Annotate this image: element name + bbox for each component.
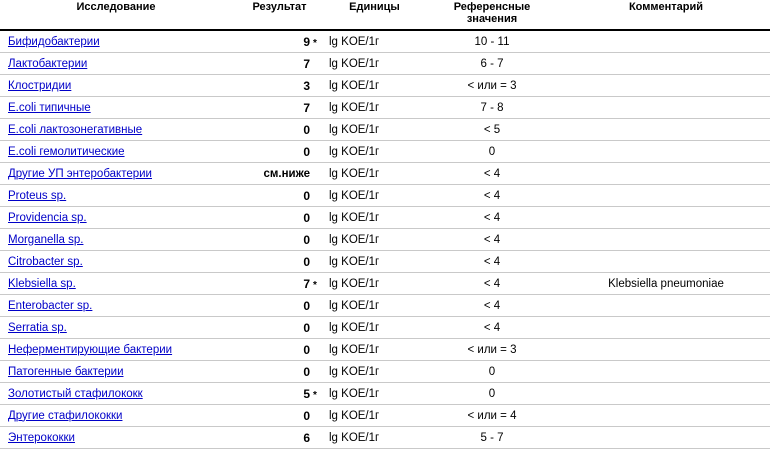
test-name-link[interactable]: Enterobacter sp.: [8, 299, 93, 312]
test-name-link[interactable]: Klebsiella sp.: [8, 277, 76, 290]
cell-result: [232, 141, 327, 163]
cell-test-name: [0, 185, 232, 207]
table-body: [0, 30, 770, 449]
cell-test-name: [0, 229, 232, 251]
cell-comment: Klebsiella pneumoniae: [562, 273, 770, 295]
cell-comment: [562, 163, 770, 185]
cell-reference: 7 - 8: [422, 97, 562, 119]
result-value: 0: [303, 144, 310, 159]
column-header-reference-line2: значения: [466, 13, 518, 25]
test-name-link[interactable]: Другие стафилококки: [8, 409, 123, 422]
cell-result: [232, 295, 327, 317]
result-value: 7: [303, 276, 310, 291]
cell-test-name: [0, 53, 232, 75]
test-name-link[interactable]: Лактобактерии: [8, 57, 88, 70]
test-name-link[interactable]: Неферментирующие бактерии: [8, 343, 173, 356]
cell-test-name: [0, 163, 232, 185]
result-value: 9: [303, 34, 310, 49]
cell-reference: 6 - 7: [422, 53, 562, 75]
cell-units: lg KOE/1г: [327, 97, 422, 119]
test-name-link[interactable]: E.coli типичные: [8, 101, 91, 114]
cell-units: lg KOE/1г: [327, 339, 422, 361]
result-value: 0: [303, 232, 310, 247]
cell-result: [232, 383, 327, 405]
cell-reference: 0: [422, 361, 562, 383]
cell-test-name: [0, 97, 232, 119]
result-value: 0: [303, 188, 310, 203]
table-row: [0, 141, 770, 163]
test-name-link[interactable]: Providencia sp.: [8, 211, 87, 224]
cell-result: [232, 405, 327, 427]
cell-units: lg KOE/1г: [327, 207, 422, 229]
result-value: 7: [303, 100, 310, 115]
table-row: [0, 317, 770, 339]
cell-comment: [562, 229, 770, 251]
column-header-reference: [422, 0, 562, 30]
cell-comment: [562, 75, 770, 97]
cell-result: [232, 30, 327, 53]
result-flag: *: [313, 389, 317, 401]
result-value: 0: [303, 408, 310, 423]
table-row: [0, 251, 770, 273]
cell-test-name: [0, 339, 232, 361]
cell-comment: [562, 339, 770, 361]
table-row: [0, 339, 770, 361]
cell-test-name: [0, 30, 232, 53]
result-value: 0: [303, 320, 310, 335]
result-value: 0: [303, 298, 310, 313]
test-name-link[interactable]: Citrobacter sp.: [8, 255, 83, 268]
cell-reference: < 5: [422, 119, 562, 141]
cell-units: lg KOE/1г: [327, 185, 422, 207]
cell-result: [232, 251, 327, 273]
table-header: [0, 0, 770, 30]
cell-result: [232, 273, 327, 295]
table-row: [0, 30, 770, 53]
cell-result: [232, 207, 327, 229]
table-row: [0, 185, 770, 207]
cell-test-name: [0, 317, 232, 339]
cell-comment: [562, 295, 770, 317]
column-header-test: Исследование: [0, 0, 232, 30]
cell-comment: [562, 383, 770, 405]
cell-test-name: [0, 141, 232, 163]
result-flag: *: [313, 37, 317, 49]
result-flag: *: [313, 279, 317, 291]
cell-comment: [562, 405, 770, 427]
cell-units: lg KOE/1г: [327, 163, 422, 185]
cell-test-name: [0, 405, 232, 427]
result-value: 3: [303, 78, 310, 93]
cell-result: [232, 361, 327, 383]
cell-result: [232, 229, 327, 251]
cell-comment: [562, 119, 770, 141]
cell-reference: 10 - 11: [422, 30, 562, 53]
cell-units: lg KOE/1г: [327, 75, 422, 97]
cell-test-name: [0, 207, 232, 229]
test-name-link[interactable]: E.coli лактозонегативные: [8, 123, 143, 136]
column-header-units: Единицы: [327, 0, 422, 30]
result-value: 6: [303, 430, 310, 445]
cell-comment: [562, 185, 770, 207]
table-row: [0, 119, 770, 141]
test-name-link[interactable]: Золотистый стафилококк: [8, 387, 143, 400]
cell-units: lg KOE/1г: [327, 427, 422, 449]
result-value: 5: [303, 386, 310, 401]
test-name-link[interactable]: Патогенные бактерии: [8, 365, 124, 378]
cell-comment: [562, 53, 770, 75]
cell-reference: < 4: [422, 317, 562, 339]
test-name-link[interactable]: E.coli гемолитические: [8, 145, 125, 158]
cell-units: lg KOE/1г: [327, 30, 422, 53]
cell-reference: < или = 3: [422, 339, 562, 361]
cell-result: [232, 119, 327, 141]
cell-units: lg KOE/1г: [327, 119, 422, 141]
column-header-reference-line1: Референсные: [453, 1, 531, 13]
cell-reference: 0: [422, 383, 562, 405]
test-name-link[interactable]: Proteus sp.: [8, 189, 67, 202]
cell-reference: < 4: [422, 295, 562, 317]
cell-comment: [562, 141, 770, 163]
result-value: 0: [303, 364, 310, 379]
cell-reference: < или = 4: [422, 405, 562, 427]
column-header-comment: Комментарий: [562, 0, 770, 30]
table-header-row: [0, 0, 770, 30]
table-row: [0, 97, 770, 119]
result-value: см.ниже: [263, 167, 310, 180]
cell-result: [232, 185, 327, 207]
cell-units: lg KOE/1г: [327, 405, 422, 427]
result-value: 0: [303, 342, 310, 357]
test-name-link[interactable]: Morganella sp.: [8, 233, 84, 246]
cell-result: [232, 163, 327, 185]
cell-units: lg KOE/1г: [327, 141, 422, 163]
cell-test-name: [0, 251, 232, 273]
cell-reference: 5 - 7: [422, 427, 562, 449]
table-row: [0, 361, 770, 383]
cell-reference: < 4: [422, 273, 562, 295]
cell-reference: < 4: [422, 207, 562, 229]
cell-test-name: [0, 75, 232, 97]
table-row: [0, 229, 770, 251]
cell-units: lg KOE/1г: [327, 317, 422, 339]
cell-test-name: [0, 383, 232, 405]
test-name-link[interactable]: Клостридии: [8, 79, 72, 92]
cell-test-name: [0, 273, 232, 295]
table-row: [0, 295, 770, 317]
result-value: 0: [303, 210, 310, 225]
cell-units: lg KOE/1г: [327, 361, 422, 383]
cell-comment: [562, 361, 770, 383]
cell-units: lg KOE/1г: [327, 251, 422, 273]
test-name-link[interactable]: Энтерококки: [8, 431, 75, 444]
table-row: [0, 273, 770, 295]
cell-comment: [562, 97, 770, 119]
cell-comment: [562, 207, 770, 229]
test-name-link[interactable]: Другие УП энтеробактерии: [8, 167, 152, 180]
cell-comment: [562, 30, 770, 53]
cell-reference: < 4: [422, 163, 562, 185]
cell-result: [232, 53, 327, 75]
result-value: 7: [303, 56, 310, 71]
result-value: 0: [303, 254, 310, 269]
cell-test-name: [0, 361, 232, 383]
test-name-link[interactable]: Serratia sp.: [8, 321, 67, 334]
cell-result: [232, 97, 327, 119]
cell-test-name: [0, 119, 232, 141]
cell-comment: [562, 317, 770, 339]
cell-reference: < 4: [422, 229, 562, 251]
cell-reference: < 4: [422, 185, 562, 207]
cell-result: [232, 339, 327, 361]
cell-units: lg KOE/1г: [327, 383, 422, 405]
test-name-link[interactable]: Бифидобактерии: [8, 35, 100, 48]
table-row: [0, 383, 770, 405]
cell-units: lg KOE/1г: [327, 229, 422, 251]
cell-reference: 0: [422, 141, 562, 163]
result-value: 0: [303, 122, 310, 137]
cell-units: lg KOE/1г: [327, 295, 422, 317]
cell-reference: < 4: [422, 251, 562, 273]
table-row: [0, 405, 770, 427]
table-row: [0, 207, 770, 229]
cell-test-name: [0, 295, 232, 317]
cell-reference: < или = 3: [422, 75, 562, 97]
column-header-result: Результат: [232, 0, 327, 30]
cell-units: lg KOE/1г: [327, 53, 422, 75]
cell-comment: [562, 251, 770, 273]
table-row: [0, 53, 770, 75]
cell-result: [232, 317, 327, 339]
cell-units: lg KOE/1г: [327, 273, 422, 295]
table-row: [0, 75, 770, 97]
table-row: [0, 163, 770, 185]
cell-result: [232, 75, 327, 97]
